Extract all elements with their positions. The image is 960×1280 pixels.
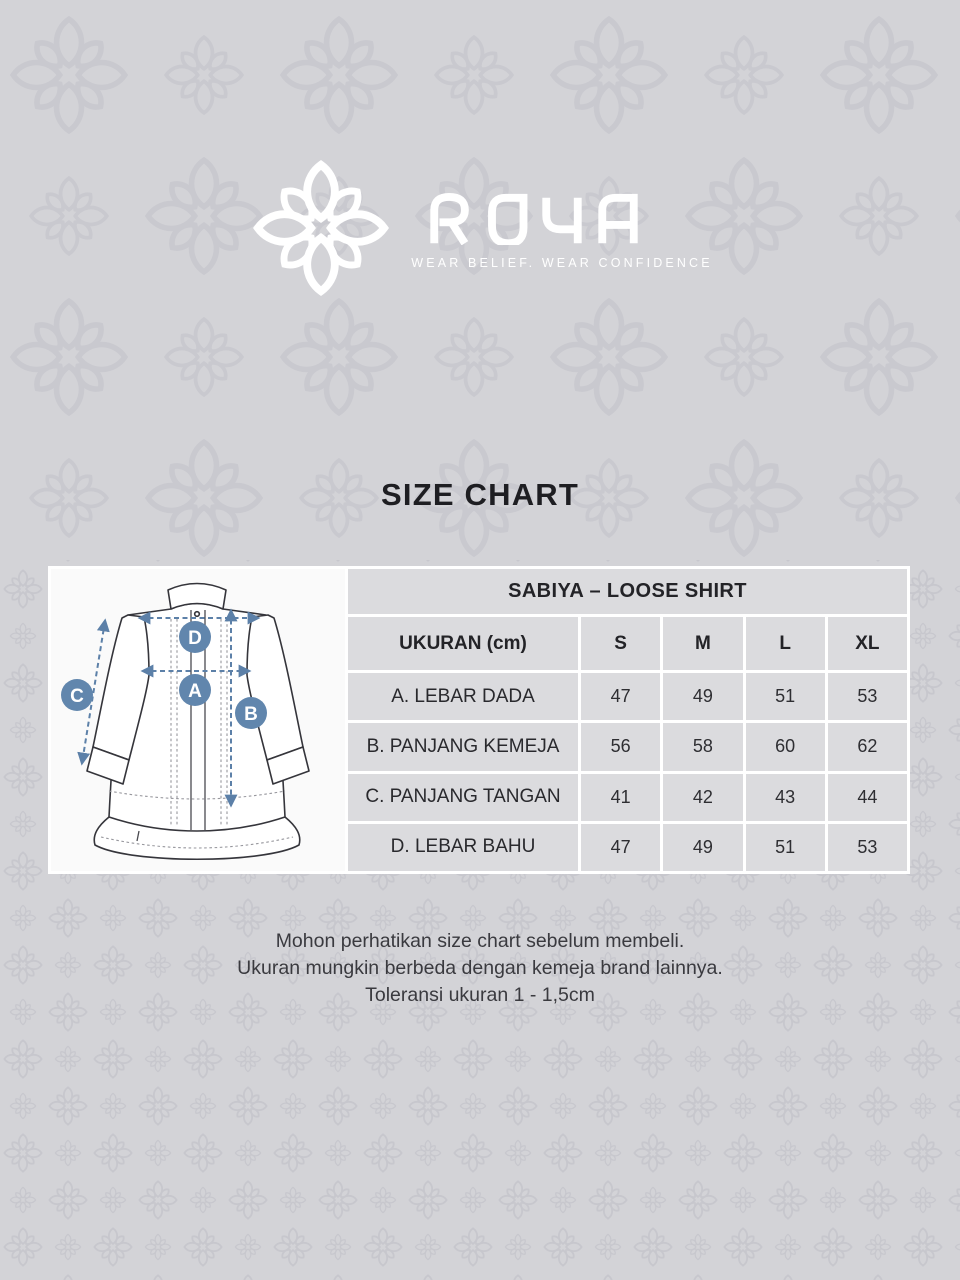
value-shoulder-m: 49 xyxy=(663,824,742,871)
product-title: SABIYA – LOOSE SHIRT xyxy=(348,569,907,614)
value-sleeve-s: 41 xyxy=(581,774,660,821)
size-table xyxy=(348,569,907,871)
value-length-s: 56 xyxy=(581,723,660,770)
value-sleeve-xl: 44 xyxy=(828,774,907,821)
brand-wordmark xyxy=(411,189,657,245)
row-label-shoulder: D. LEBAR BAHU xyxy=(348,824,578,871)
brand-logo xyxy=(0,150,960,308)
brand-tagline: WEAR BELIEF. WEAR CONFIDENCE xyxy=(411,255,713,270)
size-col-xl: XL xyxy=(828,617,907,670)
value-sleeve-l: 43 xyxy=(746,774,825,821)
value-length-m: 58 xyxy=(663,723,742,770)
shirt-diagram-panel xyxy=(51,569,345,871)
value-length-xl: 62 xyxy=(828,723,907,770)
svg-text:D: D xyxy=(188,628,202,649)
size-col-s: S xyxy=(581,617,660,670)
value-sleeve-m: 42 xyxy=(663,774,742,821)
size-col-l: L xyxy=(746,617,825,670)
svg-text:C: C xyxy=(70,686,84,707)
value-shoulder-xl: 53 xyxy=(828,824,907,871)
page-title: SIZE CHART xyxy=(381,477,579,512)
value-chest-s: 47 xyxy=(581,673,660,720)
value-shoulder-l: 51 xyxy=(746,824,825,871)
measure-header: UKURAN (cm) xyxy=(348,617,578,670)
value-length-l: 60 xyxy=(746,723,825,770)
row-label-sleeve: C. PANJANG TANGAN xyxy=(348,774,578,821)
row-label-chest: A. LEBAR DADA xyxy=(348,673,578,720)
brand-flower-icon xyxy=(247,150,395,308)
note-line-1: Mohon perhatikan size chart sebelum membeli. xyxy=(275,930,685,952)
note-line-2: Ukuran mungkin berbeda dengan kemeja brand lainnya. xyxy=(237,957,723,979)
size-chart-block xyxy=(48,566,910,874)
row-label-length: B. PANJANG KEMEJA xyxy=(348,723,578,770)
size-col-m: M xyxy=(663,617,742,670)
svg-text:B: B xyxy=(244,704,258,725)
footer-notes xyxy=(0,928,960,1009)
shirt-diagram xyxy=(51,569,345,871)
note-line-3: Toleransi ukuran 1 - 1,5cm xyxy=(365,984,595,1006)
value-chest-xl: 53 xyxy=(828,673,907,720)
value-chest-m: 49 xyxy=(663,673,742,720)
value-shoulder-s: 47 xyxy=(581,824,660,871)
value-chest-l: 51 xyxy=(746,673,825,720)
svg-text:A: A xyxy=(188,681,202,702)
